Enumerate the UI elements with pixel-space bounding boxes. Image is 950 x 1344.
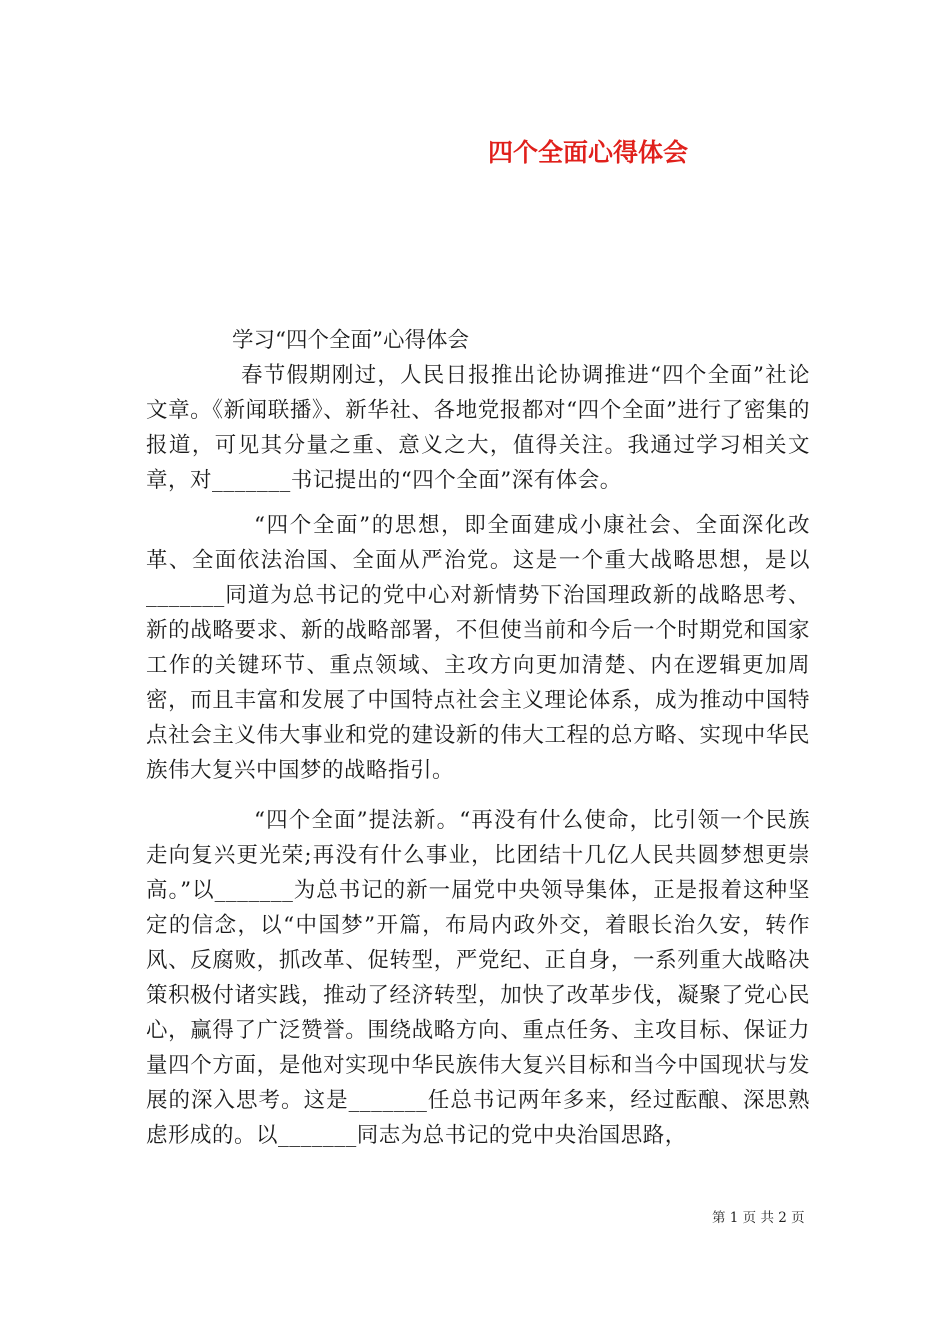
article-body-continued-2 [146,803,810,1153]
paragraph-3: “四个全面”提法新。“再没有什么使命，比引领一个民族走向复兴更光荣;再没有什么事业，比团结十几亿人民共圆梦想更崇高。”以_______为总书记的新一届党中央领导集体，正是报着这种坚定的信念，以“中国梦”开篇，布局内政外交，着眼长治久安，转作风、反腐败，抓改革、促转型，严党纪、正自身，一系列重大战略决策积极付诸实践，推动了经济转型，加快了改革步伐，凝聚了党心民心，赢得了广泛赞誉。围绕战略方向、重点任务、主攻目标、保证力量四个方面，是他对实现中华民族伟大复兴目标和当今中国现状与发展的深入思考。这是_______任总书记两年多来，经过酝酿、深思熟虑形成的。以_______同志为总书记的党中央治国思路， [146,808,810,1148]
article-body-continued [146,508,810,788]
article-subtitle: 学习“四个全面”心得体会 [232,328,469,353]
page-title: 四个全面心得体会 [488,138,689,167]
article-body [146,358,810,498]
paragraph-2: “四个全面”的思想，即全面建成小康社会、全面深化改革、全面依法治国、全面从严治党。这是一个重大战略思想，是以_______同道为总书记的党中心对新情势下治国理政新的战略思考、新的战略要求、新的战略部署，不但使当前和今后一个时期党和国家工作的关键环节、重点领域、主攻方向更加清楚、内在逻辑更加周密，而且丰富和发展了中国特点社会主义理论体系，成为推动中国特点社会主义伟大事业和党的建设新的伟大工程的总方略、实现中华民族伟大复兴中国梦的战略指引。 [146,513,810,783]
page-number-footer: 第 1 页 共 2 页 [712,1210,805,1226]
paragraph-1: 春节假期刚过，人民日报推出论协调推进“四个全面”社论文章。《新闻联播》、新华社、各地党报都对“四个全面”进行了密集的报道，可见其分量之重、意义之大，值得关注。我通过学习相关文章，对_______书记提出的“四个全面”深有体会。 [146,363,810,493]
